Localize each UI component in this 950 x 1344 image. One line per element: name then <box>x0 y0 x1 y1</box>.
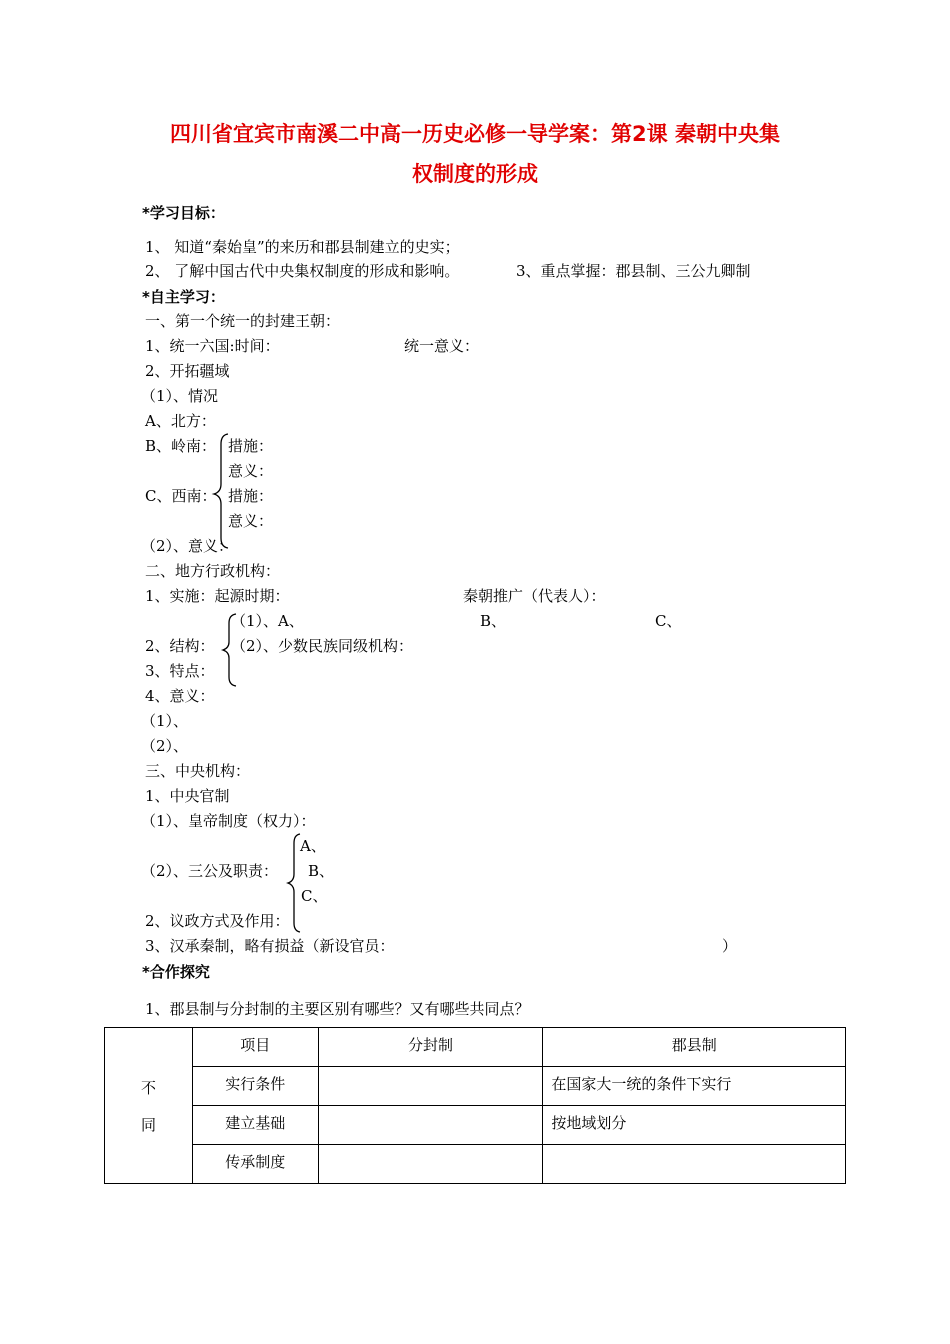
significance: 4、意义： <box>145 687 215 705</box>
brace-territory <box>210 432 232 550</box>
structure-b: B、 <box>480 612 507 630</box>
brace-structure <box>220 612 240 688</box>
north: A、北方： <box>145 412 216 430</box>
header-county: 郡县制 <box>543 1028 846 1067</box>
meaning-2: 意义： <box>228 512 274 530</box>
self-study-part-3: 三、中央机构： <box>145 762 251 780</box>
brace-three-dukes <box>286 832 304 934</box>
table-cell <box>318 1067 543 1106</box>
features: 3、特点： <box>145 662 215 680</box>
han-system: 3、汉承秦制，略有损益（新设官员： <box>145 937 395 955</box>
significance-2: （2）、 <box>141 737 189 755</box>
table-cell <box>543 1145 846 1184</box>
table-header-row <box>105 1028 846 1067</box>
three-dukes: （2）、三公及职责： <box>141 862 279 880</box>
significance-1: （1）、 <box>141 712 189 730</box>
situation: （1）、情况 <box>141 387 219 405</box>
structure-a: （1）、A、 <box>231 612 304 630</box>
three-dukes-c: C、 <box>301 887 328 905</box>
section-heading-coop: *合作探究 <box>142 963 210 981</box>
emperor-system: （1）、皇帝制度（权力）： <box>141 812 316 830</box>
unify-meaning: 统一意义： <box>404 337 480 355</box>
comparison-table <box>104 1027 846 1184</box>
goal-item-1: 1、 知道“秦始皇”的来历和郡县制建立的史实； <box>145 238 460 256</box>
han-system-close: ） <box>722 937 738 955</box>
expand-meaning: （2）、意义： <box>141 537 234 555</box>
goal-item-3: 3、重点掌握：郡县制、三公九卿制 <box>516 262 751 280</box>
header-item: 项目 <box>192 1028 318 1067</box>
table-row <box>105 1145 846 1184</box>
section-heading-self-study: *自主学习： <box>142 288 225 306</box>
deliberation: 2、议政方式及作用： <box>145 912 290 930</box>
structure: 2、结构： <box>145 637 215 655</box>
three-dukes-b: B、 <box>308 862 335 880</box>
measure-1: 措施： <box>228 437 274 455</box>
southwest: C、西南： <box>145 487 217 505</box>
row-label: 传承制度 <box>192 1145 318 1184</box>
row-label: 建立基础 <box>192 1106 318 1145</box>
table-cell: 按地域划分 <box>543 1106 846 1145</box>
table-cell <box>318 1145 543 1184</box>
side-label-cell <box>105 1028 193 1184</box>
row-label: 实行条件 <box>192 1067 318 1106</box>
table-row <box>105 1067 846 1106</box>
lingnan: B、岭南： <box>145 437 217 455</box>
minority-structure: （2）、少数民族同级机构： <box>231 637 414 655</box>
three-dukes-a: A、 <box>300 837 326 855</box>
table-cell <box>318 1106 543 1145</box>
coop-question-1: 1、郡县制与分封制的主要区别有哪些？又有哪些共同点？ <box>145 1000 530 1018</box>
page-title-line-1: 四川省宜宾市南溪二中高一历史必修一导学案：第2课 秦朝中央集 <box>170 122 780 146</box>
table-row <box>105 1106 846 1145</box>
self-study-part-2: 二、地方行政机构： <box>145 562 281 580</box>
side-label-1: 不 <box>140 1078 156 1097</box>
structure-c: C、 <box>655 612 682 630</box>
header-feudal: 分封制 <box>318 1028 543 1067</box>
implement-promote: 秦朝推广（代表人）： <box>463 587 606 605</box>
unify-time: 1、统一六国:时间： <box>145 337 280 355</box>
implement-origin: 1、实施：起源时期： <box>145 587 290 605</box>
central-officials: 1、中央官制 <box>145 787 230 805</box>
section-heading-goals: *学习目标： <box>142 204 225 222</box>
page-title-line-2: 权制度的形成 <box>412 162 538 186</box>
goal-item-2: 2、 了解中国古代中央集权制度的形成和影响。 <box>145 262 460 280</box>
table-cell: 在国家大一统的条件下实行 <box>543 1067 846 1106</box>
self-study-part-1: 一、第一个统一的封建王朝： <box>145 312 341 330</box>
expand-territory: 2、开拓疆域 <box>145 362 230 380</box>
measure-2: 措施： <box>228 487 274 505</box>
meaning-1: 意义： <box>228 462 274 480</box>
side-label-2: 同 <box>140 1115 156 1134</box>
